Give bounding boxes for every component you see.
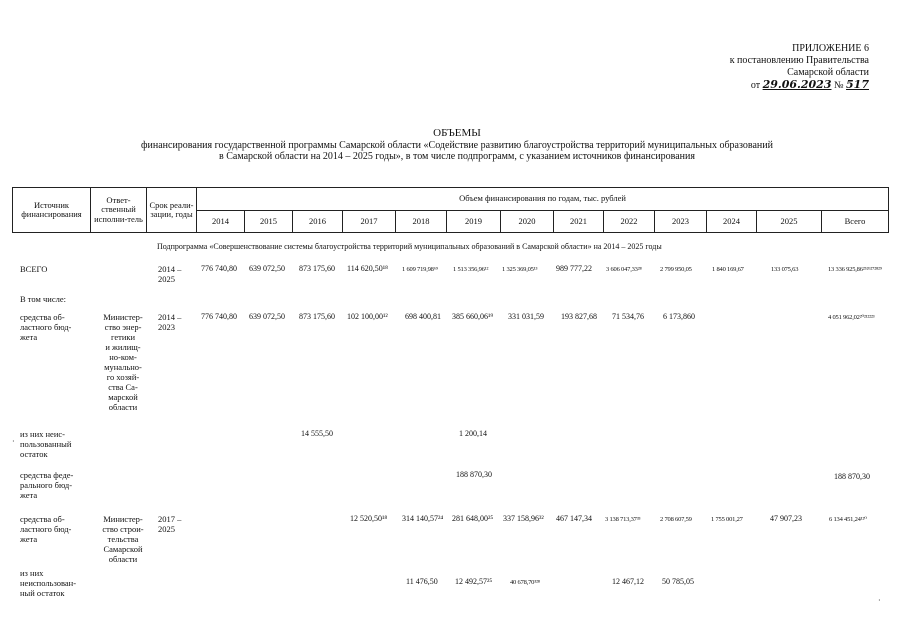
title-line-3: в Самарской области на 2014 – 2025 годы», в том числе подпрограмм, с указанием источников финансирования (219, 151, 695, 162)
header-year: 2021 (554, 210, 604, 233)
value-cell: 1 325 369,05¹³ (502, 266, 538, 273)
header-year: 2020 (501, 210, 554, 233)
value-cell: 873 175,60 (299, 264, 335, 273)
date-prefix: от (750, 80, 761, 91)
value-cell-total: 4 051 962,02²⁰²¹²²²³ (828, 314, 875, 321)
executor-line: тельства (107, 534, 139, 544)
header-year: 2023 (655, 210, 707, 233)
number-sign: № (833, 80, 844, 91)
label-line: ный остаток (20, 588, 65, 598)
value-cell: 102 100,00¹² (347, 312, 388, 321)
executor-line: и жилищ- (105, 342, 141, 352)
label-line: из них (20, 568, 44, 578)
value-cell-total: 13 336 925,86²⁵²⁶²⁷²⁸²⁹ (828, 266, 882, 273)
margin-mark: · (12, 437, 15, 446)
value-cell: 3 138 713,37³³ (605, 516, 641, 523)
label-line: ластного бюд- (20, 322, 72, 332)
header-year: 2016 (293, 210, 343, 233)
label-line: жета (20, 534, 38, 544)
header-year: 2014 (197, 210, 245, 233)
executor-line: Самарской (103, 544, 143, 554)
header-year: 2018 (396, 210, 447, 233)
executor-line: области (108, 554, 138, 564)
value-cell: 1 609 719,98⁶⁹ (402, 266, 438, 273)
executor-line: области (108, 402, 138, 412)
label-line: рального бюд- (20, 480, 73, 490)
row-period: 2014 – 2025 (158, 264, 182, 284)
executor-line: мунально- (104, 362, 142, 372)
value-cell: 776 740,80 (201, 264, 237, 273)
value-cell: 639 072,50 (249, 264, 285, 273)
appendix-date-line (730, 79, 869, 92)
label-line: средства об- (20, 514, 65, 524)
row-label-including: В том числе: (20, 294, 66, 304)
value-cell: 698 400,81 (405, 312, 441, 321)
executor-line: ство энер- (104, 322, 142, 332)
label-line: ластного бюд- (20, 524, 72, 534)
value-cell: 1 840 169,67 (712, 266, 744, 273)
header-year: 2025 (757, 210, 822, 233)
value-cell: 467 147,34 (556, 514, 592, 523)
value-cell: 1 200,14 (459, 429, 487, 438)
subprogram-title: Подпрограмма «Совершенствование системы благоустройства территорий муниципальных образований в Самарской области» на 2014 – 2025 годы (157, 242, 662, 251)
value-cell: 3 606 047,33²⁸ (606, 266, 642, 273)
header-year: 2024 (707, 210, 757, 233)
value-cell: 1 513 356,96¹² (453, 266, 489, 273)
value-cell: 71 534,76 (612, 312, 644, 321)
label-line: жета (20, 332, 38, 342)
header-executor: Ответ-ственный исполни-тель (91, 188, 147, 233)
header-source: Источник финансирования (13, 188, 91, 233)
row-period: 2014 – 2023 (158, 312, 182, 332)
header-year: 2015 (245, 210, 293, 233)
executor-line: Министер- (103, 514, 143, 524)
value-cell: 639 072,50 (249, 312, 285, 321)
value-cell: 188 870,30 (456, 470, 492, 479)
value-cell: 40 678,70³²⁸ (510, 579, 540, 586)
value-cell: 873 175,60 (299, 312, 335, 321)
label-line: средства об- (20, 312, 65, 322)
executor-line: ства Са- (108, 382, 138, 392)
row-label-regional-2 (20, 514, 71, 544)
title-heading: ОБЪЕМЫ (433, 127, 481, 139)
label-line: средства феде- (20, 470, 74, 480)
document-title (0, 128, 914, 163)
value-cell: 6 173,860 (663, 312, 695, 321)
value-cell: 385 660,06¹⁹ (452, 312, 494, 321)
executor-line: но-ком- (109, 352, 137, 362)
appendix-title: ПРИЛОЖЕНИЕ 6 (792, 43, 869, 54)
value-cell: 12 520,50¹⁸ (350, 514, 388, 523)
value-cell: 331 031,59 (508, 312, 544, 321)
header-year: 2022 (604, 210, 655, 233)
row-executor-construction (97, 514, 149, 564)
value-cell: 281 648,00²⁵ (452, 514, 494, 523)
value-cell: 193 827,68 (561, 312, 597, 321)
label-line: остаток (20, 449, 48, 459)
value-cell: 11 476,50 (406, 577, 438, 586)
value-cell: 12 492,57²⁵ (455, 577, 493, 586)
row-period: 2017 – 2025 (158, 514, 182, 534)
label-line: неиспользован- (20, 578, 77, 588)
value-cell: 114 620,50¹⁸ (347, 264, 388, 273)
value-cell: 314 140,57²⁴ (402, 514, 444, 523)
row-label-regional-1 (20, 312, 71, 342)
executor-line: Министер- (103, 312, 143, 322)
label-line: из них неис- (20, 429, 65, 439)
header-year: 2017 (343, 210, 396, 233)
handwritten-date: 29.06.2023 (762, 78, 832, 91)
value-cell: 2 799 950,05 (660, 266, 692, 273)
label-line: жета (20, 490, 38, 500)
value-cell: 2 708 607,59 (660, 516, 692, 523)
value-cell: 12 467,12 (612, 577, 644, 586)
executor-line: марской (108, 392, 138, 402)
header-year: 2019 (447, 210, 501, 233)
appendix-region: Самарской области (787, 67, 869, 78)
value-cell: 337 158,96³² (503, 514, 544, 523)
value-cell: 50 785,05 (662, 577, 694, 586)
financing-table-header (12, 187, 889, 233)
executor-line: го хозяй- (106, 372, 140, 382)
row-executor-energy (97, 312, 149, 412)
margin-mark: · (878, 596, 881, 605)
handwritten-number: 517 (846, 78, 869, 91)
executor-line: ство строи- (102, 524, 144, 534)
value-cell-total: 188 870,30 (834, 472, 870, 481)
title-line-2: финансирования государственной программы Самарской области «Содействие развитию благоустройства территорий муниципальных образований (141, 139, 773, 151)
row-label-unused-1 (20, 429, 71, 459)
executor-line: гетики (110, 332, 136, 342)
row-label-unused-2 (20, 568, 76, 598)
row-label-federal (20, 470, 73, 500)
header-group: Объем финансирования по годам, тыс. рублей (197, 188, 889, 211)
row-label-total: ВСЕГО (20, 264, 48, 274)
appendix-block (730, 43, 869, 92)
label-line: пользованный (20, 439, 72, 449)
value-cell: 47 907,23 (770, 514, 802, 523)
header-total: Всего (822, 210, 889, 233)
header-period: Срок реали-зации, годы (147, 188, 197, 233)
value-cell: 776 740,80 (201, 312, 237, 321)
value-cell: 1 755 001,27 (711, 516, 743, 523)
value-cell: 14 555,50 (301, 429, 333, 438)
appendix-resolution: к постановлению Правительства (729, 55, 869, 66)
value-cell-total: 6 134 451,24¹²⁰ (829, 516, 867, 523)
value-cell: 133 075,63 (771, 266, 799, 273)
value-cell: 989 777,22 (556, 264, 592, 273)
